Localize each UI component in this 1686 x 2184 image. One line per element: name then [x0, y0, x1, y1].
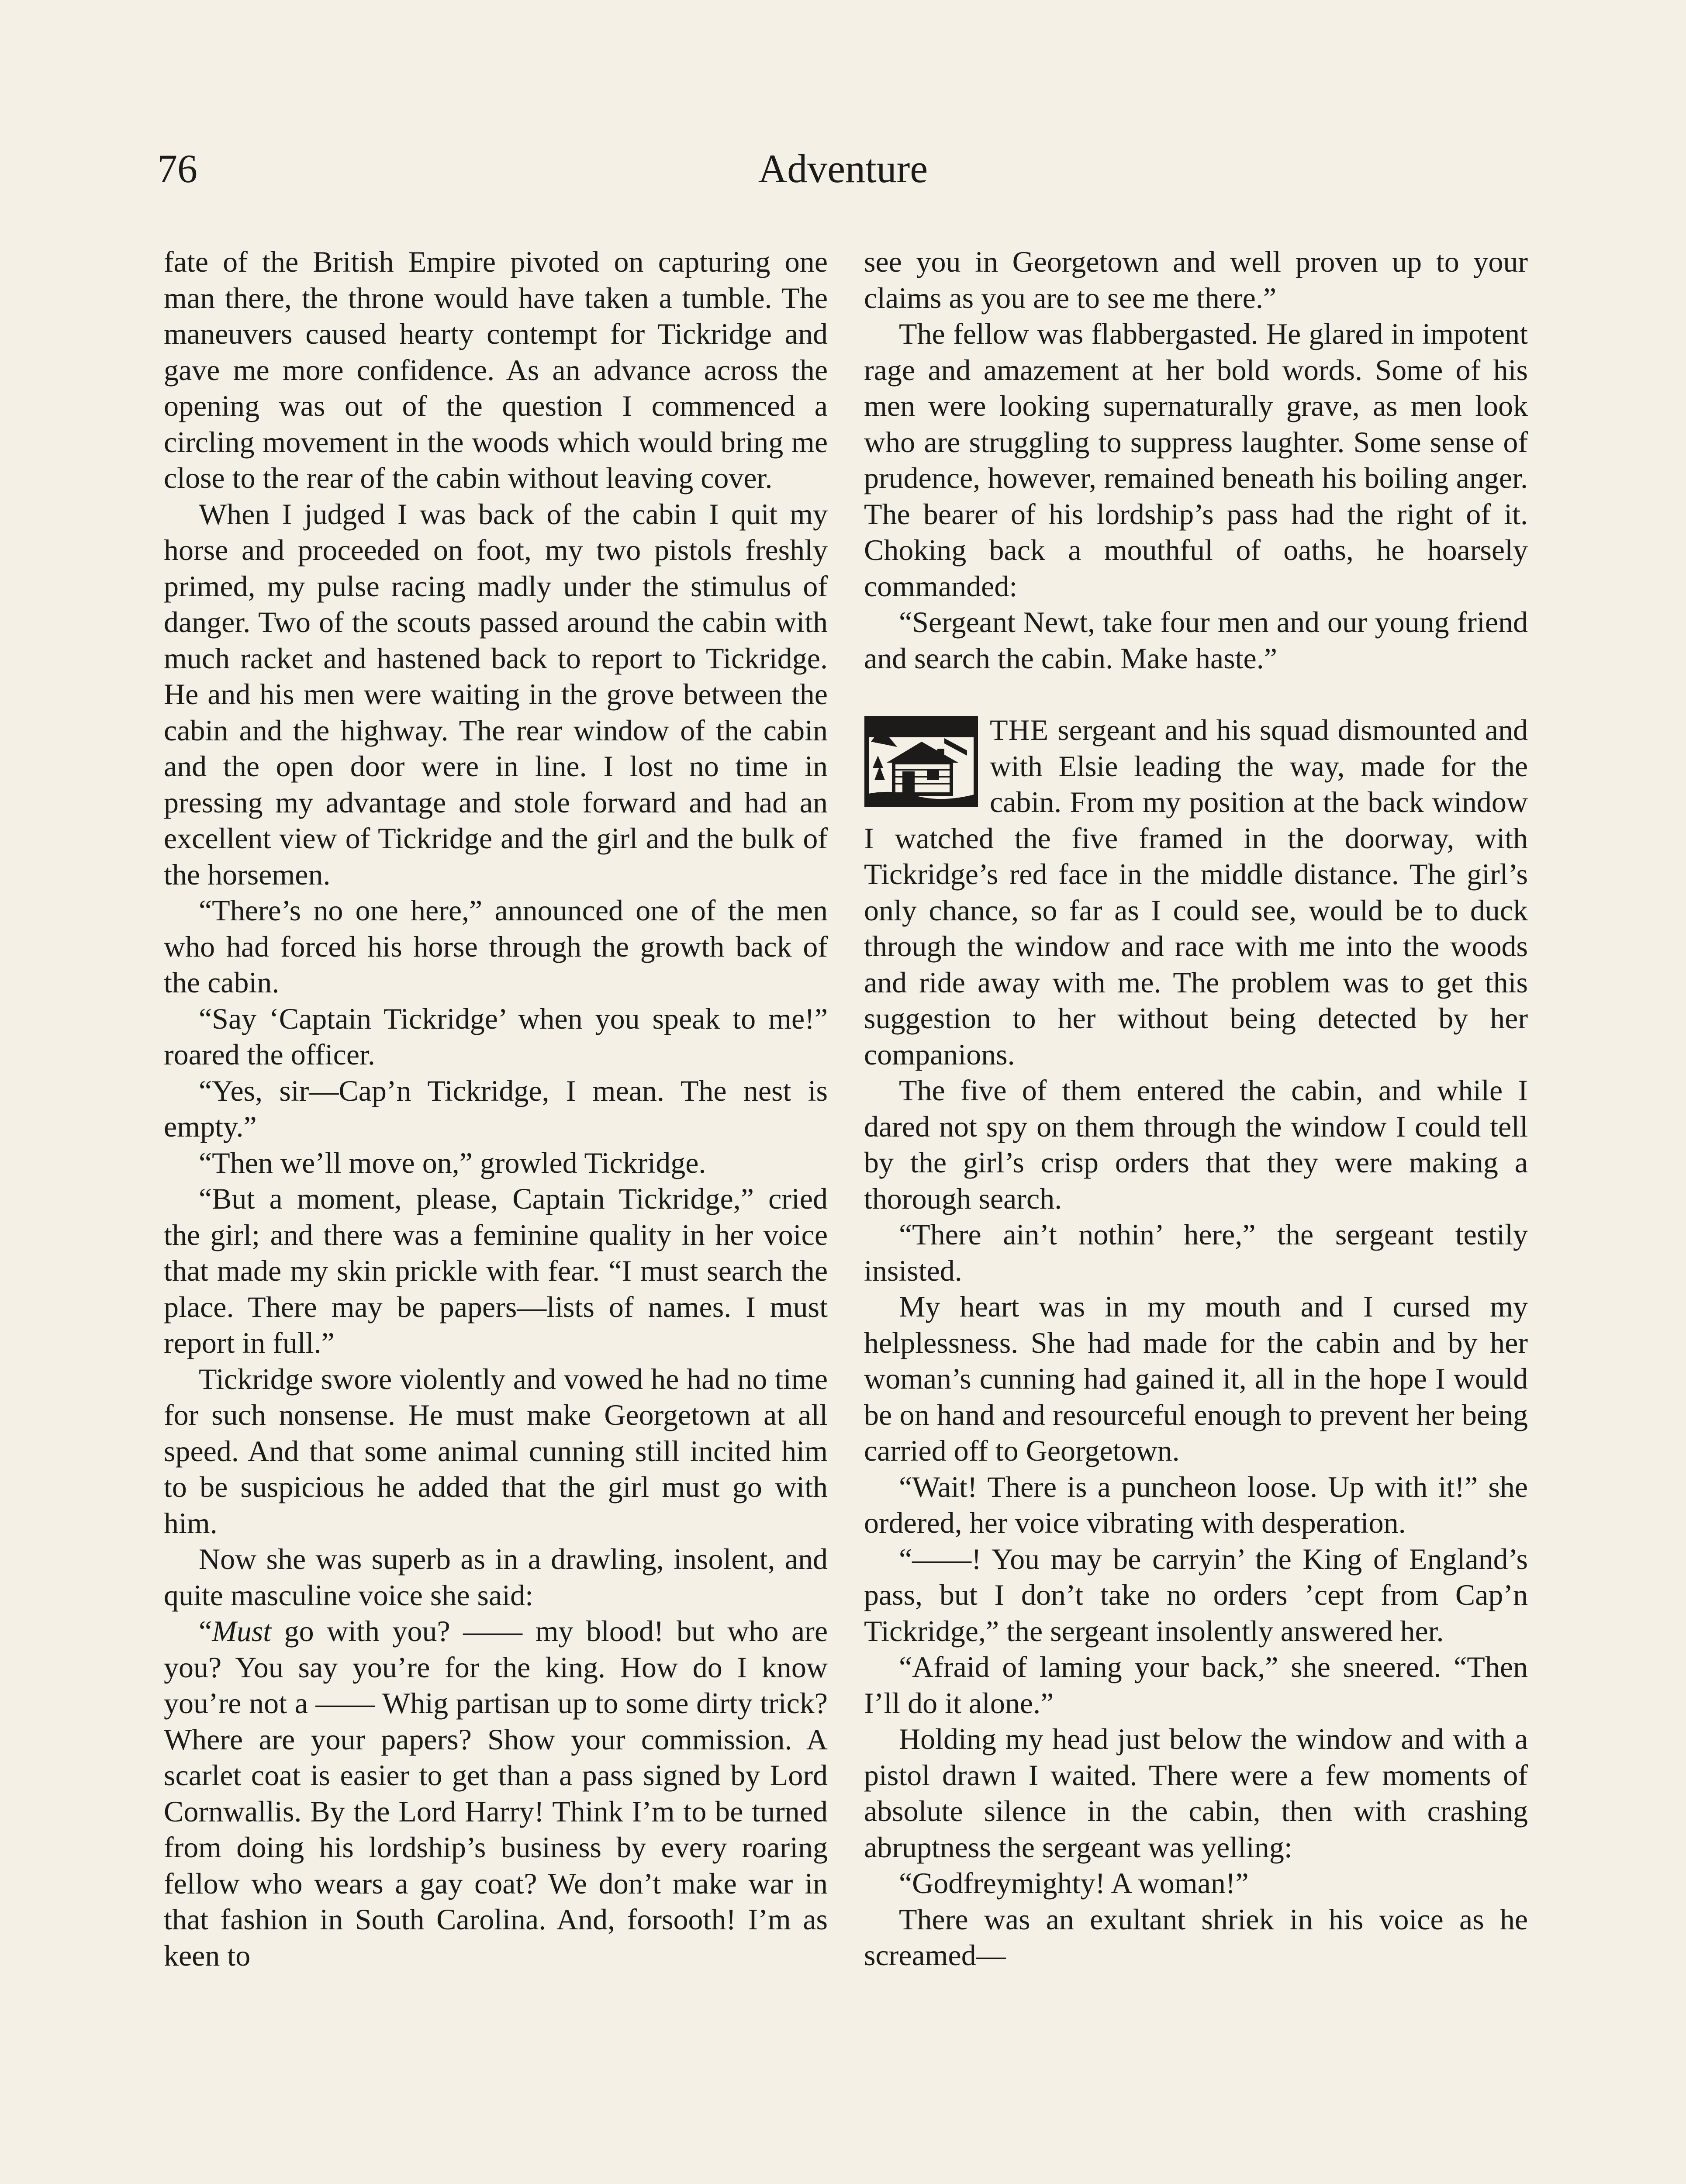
paragraph: There was an exultant shriek in his voice as he screamed— — [864, 1902, 1528, 1972]
paragraph: “Then we’ll move on,” growled Tickridge. — [199, 1146, 706, 1179]
paragraph: “Say ‘Captain Tickridge’ when you speak to me!” roared the officer. — [164, 1002, 828, 1071]
right-column — [864, 244, 1528, 1973]
cabin-icon — [864, 715, 978, 807]
speech-open: “ — [199, 1614, 212, 1648]
paragraph: “Yes, sir—Cap’n Tickridge, I mean. The nest is empty.” — [164, 1074, 828, 1143]
running-title: Adventure — [758, 146, 928, 191]
paragraph: “But a moment, please, Captain Tickridge,” cried the girl; and there was a feminine quality in her voice that made my skin prickle with fear. “I must search the place. There may be papers—lists of names. I must report in full.” — [164, 1182, 828, 1359]
paragraph: “Afraid of laming your back,” she sneered. “Then I’ll do it alone.” — [864, 1650, 1528, 1720]
speech-italic-word: Must — [212, 1614, 272, 1648]
paragraph: Now she was superb as in a drawling, insolent, and quite masculine voice she said: — [164, 1542, 828, 1612]
paragraph: “——! You may be carryin’ the King of England’s pass, but I don’t take no orders ’cept from Cap’n Tickridge,” the sergeant insolently answered her. — [864, 1542, 1528, 1648]
paragraph: Tickridge swore violently and vowed he had no time for such nonsense. He must make Georgetown at all speed. And that some animal cunning still incited him to be suspicious he added that the girl must go with him. — [164, 1362, 828, 1540]
paragraph: “There’s no one here,” announced one of the men who had forced his horse through the growth back of the cabin. — [164, 894, 828, 999]
paragraph: My heart was in my mouth and I cursed my helplessness. She had made for the cabin and by her woman’s cunning had gained it, all in the hope I would be on hand and resourceful enough to prevent her being carried off to Georgetown. — [864, 1290, 1528, 1467]
paragraph: “Godfreymighty! A woman!” — [899, 1866, 1249, 1900]
paragraph: The five of them entered the cabin, and while I dared not spy on them through the window I could tell by the girl’s crisp orders that they were making a thorough search. — [864, 1074, 1528, 1215]
paragraph-speech — [164, 1613, 828, 1973]
paragraph: fate of the British Empire pivoted on capturing one man there, the throne would have taken a tumble. The maneuvers caused hearty contempt for Tickridge and gave me more confidence. As an advance across the opening was out of the question I commenced a circling movement in the woods which would bring me close to the rear of the cabin without leaving cover. — [164, 245, 828, 494]
page-number: 76 — [157, 146, 197, 191]
paragraph: “There ain’t nothin’ here,” the sergeant testily insisted. — [864, 1218, 1528, 1287]
section-opening-paragraph — [864, 712, 1528, 1072]
section-text: sergeant and his squad dismounted and with Elsie leading the way, made for the cabin. From my position at the back window I watched the five framed in the doorway, with Tickridge’s red face in the middle distance. The girl’s only chance, so far as I could see, would be to duck through the window and race with me into the woods and ride away with me. The problem was to get this suggestion to her without being detected by her companions. — [864, 713, 1528, 1071]
paragraph: Holding my head just below the window and with a pistol drawn I waited. There were a few moments of absolute silence in the cabin, then with crashing abruptness the sergeant was yelling: — [864, 1722, 1528, 1864]
paragraph: When I judged I was back of the cabin I quit my horse and proceeded on foot, my two pistols freshly primed, my pulse racing madly under the stimulus of danger. Two of the scouts passed around the cabin with much racket and hastened back to report to Tickridge. He and his men were waiting in the grove between the cabin and the highway. The rear window of the cabin and the open door were in line. I lost no time in pressing my advantage and stole forward and had an excellent view of Tickridge and the girl and the bulk of the horsemen. — [164, 497, 828, 891]
paragraph: The fellow was flabbergasted. He glared in impotent rage and amazement at her bold words. Some of his men were looking supernaturally grave, as men look who are struggling to suppress laughter. Some sense of prudence, however, remained beneath his boiling anger. The bearer of his lordship’s pass had the right of it. Choking back a mouthful of oaths, he hoarsely commanded: — [864, 317, 1528, 603]
speech-text: go with you? —— my blood! but who are you? You say you’re for the king. How do I know you’re not a —— Whig partisan up to some dirty trick? Where are your papers? Show your commission. A scarlet coat is easier to get than a pass signed by Lord Cornwallis. By the Lord Harry! Think I’m to be turned from doing his lordship’s business by every roaring fellow who wears a gay coat? We don’t make war in that fashion in South Carolina. And, forsooth! I’m as keen to — [164, 1614, 828, 1972]
left-column — [164, 244, 828, 1973]
section-lead-word: THE — [990, 713, 1049, 746]
paragraph: see you in Georgetown and well proven up to your claims as you are to see me there.” — [864, 245, 1528, 314]
paragraph: “Wait! There is a puncheon loose. Up with it!” she ordered, her voice vibrating with desperation. — [864, 1470, 1528, 1539]
paragraph: “Sergeant Newt, take four men and our young friend and search the cabin. Make haste.” — [864, 605, 1528, 675]
